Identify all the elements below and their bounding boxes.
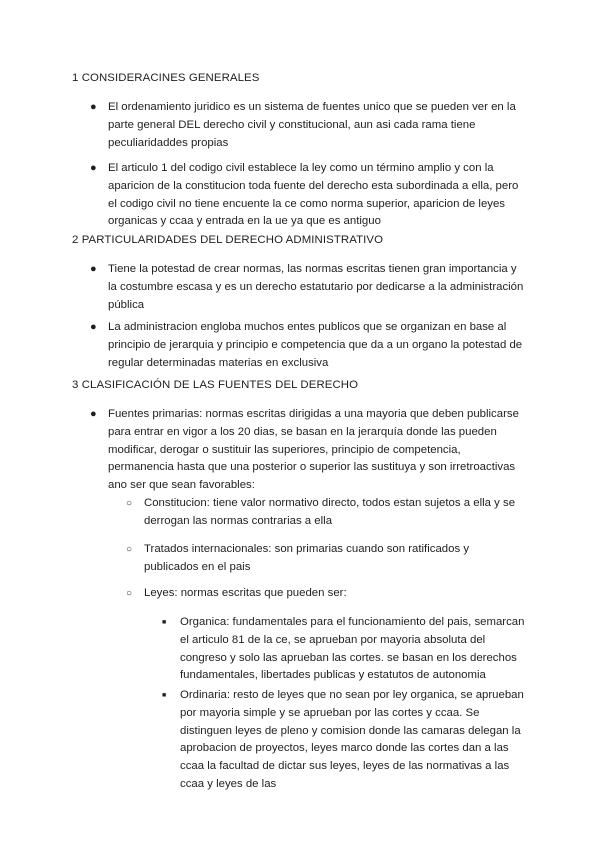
bullet-circle: ○	[126, 588, 133, 599]
list-item-text: La administracion engloba muchos entes publicos que se organizan en base al principio de jerarquia y principio e competencia que da a un organo la potestad de regular determinadas materias en exclusiva	[108, 321, 523, 369]
section-heading-3: 3 CLASIFICACIÓN DE LAS FUENTES DEL DERECHO	[72, 379, 359, 391]
sub-list-item-text: Constitucion: tiene valor normativo directo, todos estan sujetos a ella y se derrogan las normas contrarias a ella	[144, 497, 516, 527]
bullet-square: ■	[162, 619, 167, 626]
bullet-disc: ●	[90, 263, 97, 275]
sub-sub-list-item-text: Organica: fundamentales para el funcionamiento del pais, semarcan el articulo 81 de la ce, se aprueban por mayoria absoluta del congreso y solo las aprueban las cortes. se basan en los derechos fundamentales, libertades publicas y estatutos de autonomia	[180, 616, 525, 682]
bullet-disc: ●	[90, 101, 97, 113]
list-item-text: Fuentes primarias: normas escritas dirigidas a una mayoria que deben publicarse para entrar en vigor a los 20 dias, se basan en la jerarquía donde las pueden modificar, derogar o sustituir las superiores, principio de competencia, permanencia hasta que una posterior o superior las sustituya y son irretroactivas ano ser que sean favorables:	[108, 408, 519, 492]
list-item-text: El ordenamiento juridico es un sistema de fuentes unico que se pueden ver en la parte general DEL derecho civil y constitucional, aun asi cada rama tiene peculiaridaddes propias	[108, 101, 516, 149]
list-item	[90, 261, 528, 314]
bullet-circle: ○	[126, 544, 133, 555]
sub-list-item-text: Tratados internacionales: son primarias cuando son ratificados y publicados en el pais	[144, 543, 470, 573]
sub-sub-list-item	[162, 687, 525, 794]
list-item	[90, 319, 528, 372]
list-item-text: El articulo 1 del codigo civil establece la ley como un término amplio y con la aparicion de la constitucion toda fuente del derecho esta subordinada a ella, pero el codigo civil no tiene encuente la ce como norma superior, aparicion de leyes organicas y ccaa y entrada en la ue ya que es antiguo	[108, 162, 519, 228]
sub-list-item	[126, 585, 524, 603]
list-item	[90, 406, 528, 495]
sub-list-item	[126, 541, 524, 577]
bullet-disc: ●	[90, 162, 97, 174]
sub-list-item	[126, 495, 524, 531]
bullet-disc: ●	[90, 321, 97, 333]
list-item-text: Tiene la potestad de crear normas, las normas escritas tienen gran importancia y la costumbre escasa y es un derecho estatutario por dedicarse a la administración pública	[108, 263, 524, 311]
section-heading-2: 2 PARTICULARIDADES DEL DERECHO ADMINISTRATIVO	[72, 234, 384, 246]
bullet-circle: ○	[126, 498, 133, 509]
sub-list-item-text: Leyes: normas escritas que pueden ser:	[144, 587, 347, 599]
bullet-disc: ●	[90, 408, 97, 420]
bullet-square: ■	[162, 692, 167, 699]
sub-sub-list-item-text: Ordinaria: resto de leyes que no sean por ley organica, se aprueban por mayoria simple y se aprueban por las cortes y ccaa. Se distinguen leyes de pleno y comision donde las camaras delegan la aprobacion de proyectos, leyes marco donde las cortes dan a las ccaa la facultad de dictar sus leyes, leyes de las normativas a las ccaa y leyes de las	[180, 689, 524, 790]
sub-sub-list-item	[162, 614, 525, 685]
list-item	[90, 160, 528, 231]
list-item	[90, 99, 528, 152]
section-heading-1: 1 CONSIDERACINES GENERALES	[72, 72, 260, 84]
